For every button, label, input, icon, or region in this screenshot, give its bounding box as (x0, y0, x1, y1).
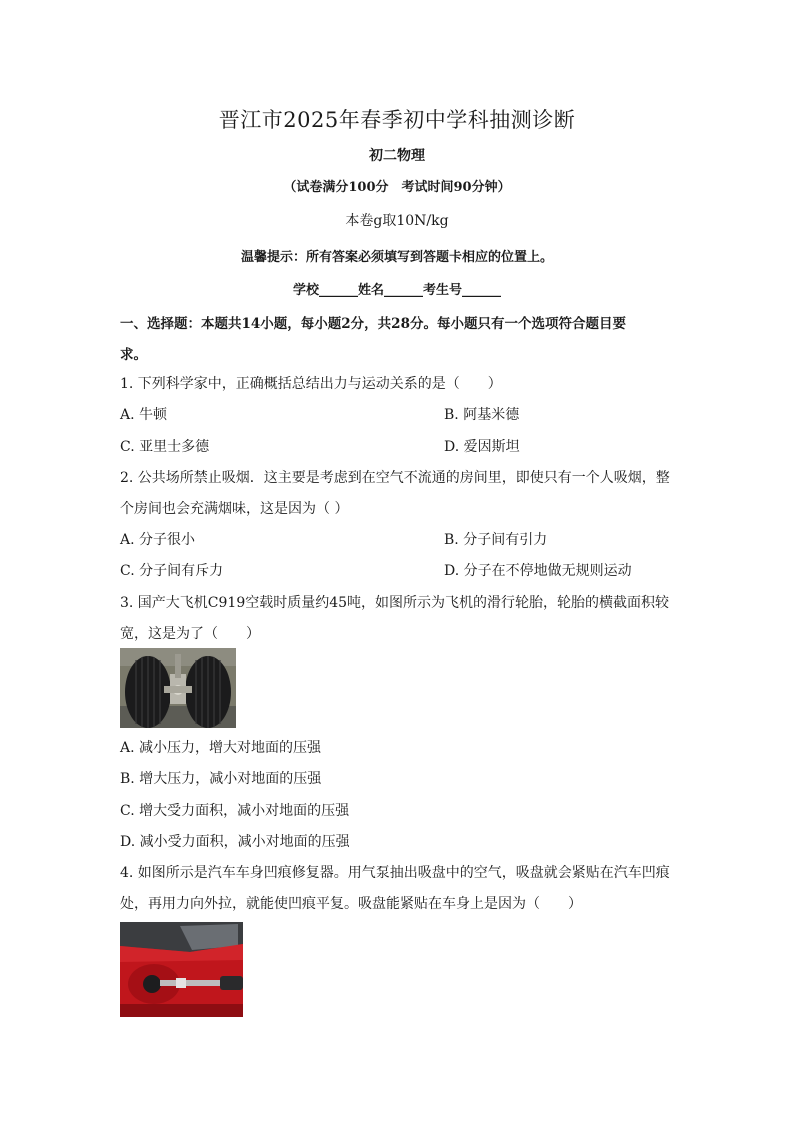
reminder-note: 温馨提示：所有答案必须填写到答题卡相应的位置上。 (240, 250, 553, 265)
question-4-stem-continued: 处，再用力向外拉，就能使凹痕平复。吸盘能紧贴在车身上是因为（ ） (120, 896, 582, 912)
exam-title: 晋江市2025年春季初中学科抽测诊断 (218, 108, 576, 132)
section-heading-continued: 求。 (120, 347, 147, 363)
question-1-option-c: C. 亚里士多德 (120, 439, 210, 455)
question-4-stem: 4. 如图所示是汽车车身凹痕修复器。用气泵抽出吸盘中的空气，吸盘就会紧贴在汽车凹痕 (120, 865, 670, 881)
question-1-option-b: B. 阿基米德 (444, 407, 520, 423)
section-heading: 一、选择题：本题共14小题，每小题2分，共28分。每小题只有一个选项符合题目要 (120, 316, 626, 332)
student-info-fields: 学校______姓名______考生号______ (292, 283, 501, 298)
question-3-option-c: C. 增大受力面积，减小对地面的压强 (120, 803, 350, 819)
question-1-stem: 1. 下列科学家中，正确概括总结出力与运动关系的是（ ） (120, 376, 502, 392)
landing-gear-tires-image (120, 648, 236, 728)
gravity-note: 本卷g取10N/kg (345, 213, 449, 229)
car-dent-repair-image (120, 922, 243, 1017)
question-3-option-b: B. 增大压力，减小对地面的压强 (120, 771, 322, 787)
question-3-option-d: D. 减小受力面积，减小对地面的压强 (120, 834, 350, 850)
question-2-stem: 2. 公共场所禁止吸烟．这主要是考虑到在空气不流通的房间里，即使只有一个人吸烟，整 (120, 470, 670, 486)
car-dent-repair-illustration (120, 922, 243, 1017)
question-2-option-b: B. 分子间有引力 (444, 532, 548, 548)
question-2-option-d: D. 分子在不停地做无规则运动 (444, 563, 632, 579)
exam-subject: 初二物理 (369, 148, 425, 164)
landing-gear-tires-illustration (120, 648, 236, 728)
question-1-option-a: A. 牛顿 (120, 407, 168, 423)
question-3-stem-continued: 宽，这是为了（ ） (120, 626, 260, 642)
question-2-stem-continued: 个房间也会充满烟味，这是因为（ ） (120, 501, 349, 517)
question-2-option-c: C. 分子间有斥力 (120, 563, 224, 579)
question-3-option-a: A. 减小压力，增大对地面的压强 (120, 740, 322, 756)
question-3-stem: 3. 国产大飞机C919空载时质量约45吨，如图所示为飞机的滑行轮胎，轮胎的横截面积较 (120, 595, 670, 611)
question-1-option-d: D. 爱因斯坦 (444, 439, 520, 455)
question-2-option-a: A. 分子很小 (120, 532, 196, 548)
exam-info: （试卷满分100分 考试时间90分钟） (283, 180, 511, 195)
